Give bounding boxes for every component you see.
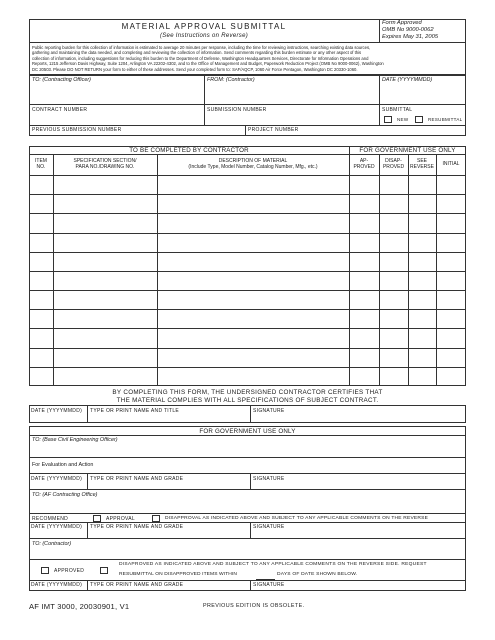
to-contracting-officer-field[interactable]: TO: (Contracting Officer) [32,77,91,83]
burden-statement [32,45,464,72]
new-checkbox[interactable] [384,116,392,123]
submittal-label: SUBMITTAL [382,107,413,113]
evaluation-action-label: For Evaluation and Action [32,462,94,468]
af-name-grade-field[interactable]: TYPE OR PRINT NAME AND GRADE [90,524,184,530]
item-row-divider [29,252,466,253]
burden-line: Public reporting burden for this collection of information is estimated to average 20 minutes per response, including the time for reviewing instructions, searching existing data sources, [32,45,371,50]
item-no-header: ITEM NO. [35,158,47,170]
certification-line: BY COMPLETING THIS FORM, THE UNDERSIGNED CONTRACTOR CERTIFIES THAT [112,389,383,396]
recommend-disapproval-label: DISAPPROVAL AS INDICATED ABOVE AND SUBJECT TO ANY APPLICABLE COMMENTS ON THE REVERSE [165,516,429,521]
new-label: NEW [397,117,409,122]
burden-line: gathering and maintaining the data needed, and completing and reviewing the collection of information. Send comments regarding this burden estimate or any other aspect of this [32,50,362,56]
form-identifier: AF IMT 3000, 20030901, V1 [29,602,130,611]
contract-number-field[interactable]: CONTRACT NUMBER [32,107,88,113]
resubmittal-days-prefix: RESUBMITTAL ON DISAPPROVED ITEMS WITHIN [119,572,238,577]
form-subtitle: (See Instructions on Reverse) [159,33,249,39]
see-reverse-header: SEE REVERSE [410,158,434,170]
project-number-field[interactable]: PROJECT NUMBER [248,127,299,133]
previous-edition-note: PREVIOUS EDITION IS OBSOLETE. [203,603,305,609]
form-title: MATERIAL APPROVAL SUBMITTAL [121,22,287,31]
certification-line: THE MATERIAL COMPLIES WITH ALL SPECIFICATIONS OF SUBJECT CONTRACT. [116,397,379,404]
from-contractor-field[interactable]: FROM: (Contractor) [207,77,255,83]
item-row-divider [29,328,466,329]
disapproved-header: DISAP- PROVED [382,158,405,170]
item-row-divider [29,194,466,195]
af-signature-field[interactable]: SIGNATURE [253,524,285,530]
omb-number: OMB No 9000-0062 [382,27,434,33]
bce-signature-field[interactable]: SIGNATURE [253,476,285,482]
approved-label: APPROVED [54,568,85,574]
item-row-divider [29,309,466,310]
initial-header: INITIAL [442,161,460,167]
contractor-notice-date-field[interactable]: DATE (YYYYMMDD) [31,582,83,588]
item-row-divider [29,271,466,272]
recommend-approval-label: APPROVAL [106,516,135,522]
recommend-disapproval-checkbox[interactable] [152,515,160,522]
to-base-civil-engineering-field[interactable]: TO: (Base Civil Engineering Officer) [32,437,118,443]
date-field[interactable]: DATE (YYYYMMDD) [382,77,433,83]
government-use-header: FOR GOVERNMENT USE ONLY [199,428,296,435]
to-contractor-field[interactable]: TO: (Contractor) [32,541,72,547]
description-header: DESCRIPTION OF MATERIAL (Include Type, Model Number, Catalog Number, Mfg., etc.) [188,158,318,170]
bce-name-grade-field[interactable]: TYPE OR PRINT NAME AND GRADE [90,476,184,482]
submission-number-field[interactable]: SUBMISSION NUMBER [207,107,267,113]
previous-submission-number-field[interactable]: PREVIOUS SUBMISSION NUMBER [32,127,122,133]
recommend-label: RECOMMEND [32,516,69,522]
contractor-notice-signature-field[interactable]: SIGNATURE [253,582,285,588]
item-row-divider [29,290,466,291]
item-row-divider [29,348,466,349]
items-table [29,146,466,386]
government-section-header: FOR GOVERNMENT USE ONLY [359,147,456,154]
expiration-date: Expires May 31, 2005 [382,34,439,40]
disapproved-label: DISAPROVED AS INDICATED ABOVE AND SUBJECT TO ANY APPLICABLE COMMENTS ON THE REVERSE SIDE. REQUEST [119,562,427,567]
resubmittal-label: RESUBMITTAL [428,117,463,122]
item-row-divider [29,367,466,368]
disapproved-checkbox[interactable] [100,567,108,574]
resubmittal-checkbox[interactable] [415,116,423,123]
specification-section-header: SPECIFICATION SECTION/ PARA NO./DRAWING NO. [73,158,137,170]
contractor-section-header: TO BE COMPLETED BY CONTRACTOR [129,147,249,154]
approved-header: AP- PROVED [353,158,375,170]
form-approved-label: Form Approved [382,20,422,26]
burden-line: collection of information, including suggestions for reducing this burden to the Department of Defense, Washington Headquarters Services, Directorate for Information Operations and [32,55,369,61]
recommend-approval-checkbox[interactable] [93,515,101,522]
burden-line: DC 20503. Please DO NOT RETURN your form to either of these addresses. Send your completed form to: SAF/AQCP, 1060 Air Force Pentagon, Washington DC 20330-1060. [32,66,358,72]
af-date-field[interactable]: DATE (YYYYMMDD) [31,524,83,530]
certification-date-field[interactable]: DATE (YYYYMMDD) [31,408,83,414]
resubmittal-days-suffix: DAYS OF DATE SHOWN BELOW. [277,572,358,577]
certification-statement [29,389,466,405]
contractor-notice-name-grade-field[interactable]: TYPE OR PRINT NAME AND GRADE [90,582,184,588]
item-row-divider [29,213,466,214]
item-row-divider [29,233,466,234]
burden-line: Reports, 1215 Jefferson Davis Highway, Suite 1204, Arlington VA 22202-4302, and to the Office of Management and Budget, Paperwork Reduction Project (OMB No 9000-0062), Washington [32,61,384,67]
certification-signature-field[interactable]: SIGNATURE [253,408,285,414]
approved-checkbox[interactable] [41,567,49,574]
certification-name-title-field[interactable]: TYPE OR PRINT NAME AND TITLE [90,408,180,414]
bce-date-field[interactable]: DATE (YYYYMMDD) [31,476,83,482]
to-af-contracting-office-field[interactable]: TO: (AF Contracting Office) [32,492,98,498]
